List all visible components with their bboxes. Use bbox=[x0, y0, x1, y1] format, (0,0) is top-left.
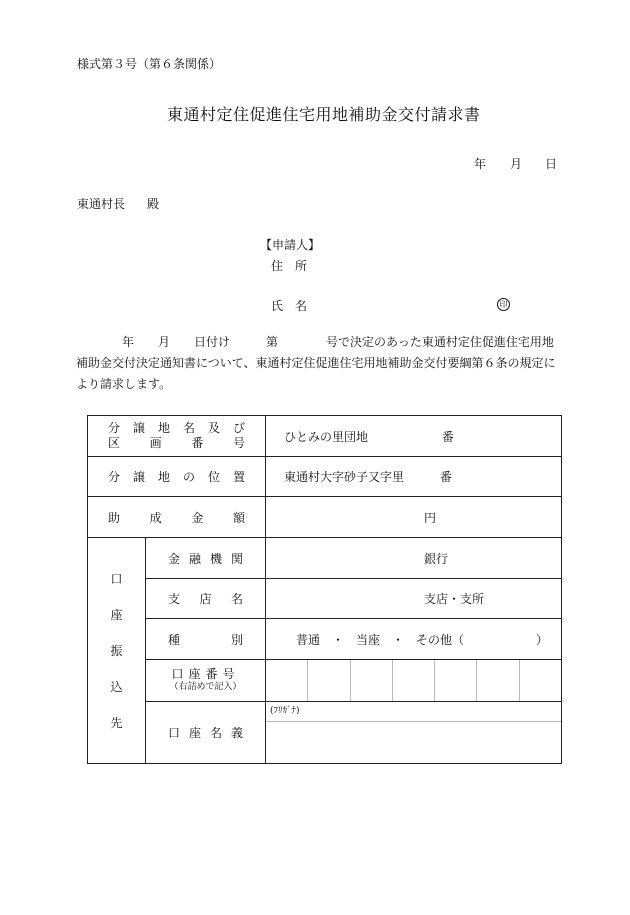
addressee-name: 東通村長 bbox=[77, 197, 126, 211]
digit-box[interactable] bbox=[477, 660, 519, 701]
row-lot bbox=[88, 416, 562, 457]
digit-box[interactable] bbox=[266, 660, 308, 701]
holder-value-cell[interactable] bbox=[266, 702, 562, 764]
digit-box[interactable] bbox=[435, 660, 477, 701]
lot-value: ひとみの里団地 bbox=[284, 429, 369, 444]
addressee-honorific: 殿 bbox=[147, 197, 160, 211]
branch-suffix: 支店・支所 bbox=[424, 592, 485, 606]
digit-box[interactable] bbox=[308, 660, 350, 701]
document-title: 東通村定住促進住宅用地補助金交付請求書 bbox=[167, 105, 481, 124]
transfer-char-5: 先 bbox=[110, 716, 123, 730]
location-value: 東通村大字砂子又字里 bbox=[284, 470, 405, 484]
lot-label-line1: 分譲地名及び bbox=[108, 421, 246, 435]
row-branch bbox=[88, 579, 562, 619]
account-number-label-cell bbox=[146, 660, 266, 702]
digit-box[interactable] bbox=[351, 660, 393, 701]
date-day: 日 bbox=[545, 157, 558, 171]
digit-box[interactable] bbox=[393, 660, 435, 701]
location-value-cell[interactable] bbox=[266, 457, 562, 497]
furigana-label: (ﾌﾘｶﾞﾅ) bbox=[266, 702, 561, 722]
request-body-text: 年 月 日付け 第 号で決定のあった東通村定住促進住宅用地補助金交付決定通知書について、東通村定住促進住宅用地補助金交付要綱第６条の規定により請求します。 bbox=[76, 335, 556, 391]
account-number-cell[interactable] bbox=[266, 660, 562, 702]
transfer-char-2: 座 bbox=[110, 608, 123, 622]
date-month: 月 bbox=[510, 157, 523, 171]
account-number-note: （右詰めで記入） bbox=[169, 681, 242, 692]
bank-label: 金融機関 bbox=[146, 538, 266, 579]
digit-box[interactable] bbox=[520, 660, 561, 701]
lot-suffix: 番 bbox=[441, 429, 454, 444]
transfer-destination-label bbox=[88, 538, 146, 764]
applicant-address-label: 住 所 bbox=[271, 259, 308, 273]
row-location bbox=[88, 457, 562, 497]
lot-label-line2: 区画番号 bbox=[108, 436, 246, 450]
transfer-char-4: 込 bbox=[110, 680, 123, 694]
transfer-char-1: 口 bbox=[110, 572, 123, 586]
type-options[interactable]: 普通 ・ 当座 ・ その他（ ） bbox=[266, 619, 562, 660]
row-bank bbox=[88, 538, 562, 579]
holder-label: 口座名義 bbox=[146, 702, 266, 764]
row-account-holder bbox=[88, 702, 562, 764]
bank-value-cell[interactable] bbox=[266, 538, 562, 579]
row-type bbox=[88, 619, 562, 660]
lot-label-cell bbox=[88, 416, 266, 457]
date-year: 年 bbox=[474, 157, 487, 171]
branch-label: 支店名 bbox=[146, 579, 266, 619]
seal-mark bbox=[497, 296, 510, 311]
account-number-label: 口座番号 bbox=[171, 666, 240, 681]
bank-suffix: 銀行 bbox=[424, 551, 449, 566]
amount-label: 助成金額 bbox=[88, 497, 266, 538]
applicant-heading: 【申請人】 bbox=[260, 238, 321, 252]
applicant-name-label: 氏 名 bbox=[271, 299, 308, 313]
location-label: 分譲地の位置 bbox=[88, 457, 266, 497]
seal-icon: 印 bbox=[497, 298, 510, 311]
transfer-char-3: 振 bbox=[110, 644, 123, 658]
row-amount bbox=[88, 497, 562, 538]
amount-value-cell[interactable] bbox=[266, 497, 562, 538]
branch-value-cell[interactable] bbox=[266, 579, 562, 619]
account-digit-boxes bbox=[266, 660, 561, 701]
request-table bbox=[87, 415, 562, 764]
form-number: 様式第３号（第６条関係） bbox=[77, 57, 222, 71]
row-account-number bbox=[88, 660, 562, 702]
lot-value-cell[interactable] bbox=[266, 416, 562, 457]
amount-unit: 円 bbox=[424, 510, 437, 525]
type-label: 種別 bbox=[146, 619, 266, 660]
location-suffix: 番 bbox=[439, 470, 452, 484]
